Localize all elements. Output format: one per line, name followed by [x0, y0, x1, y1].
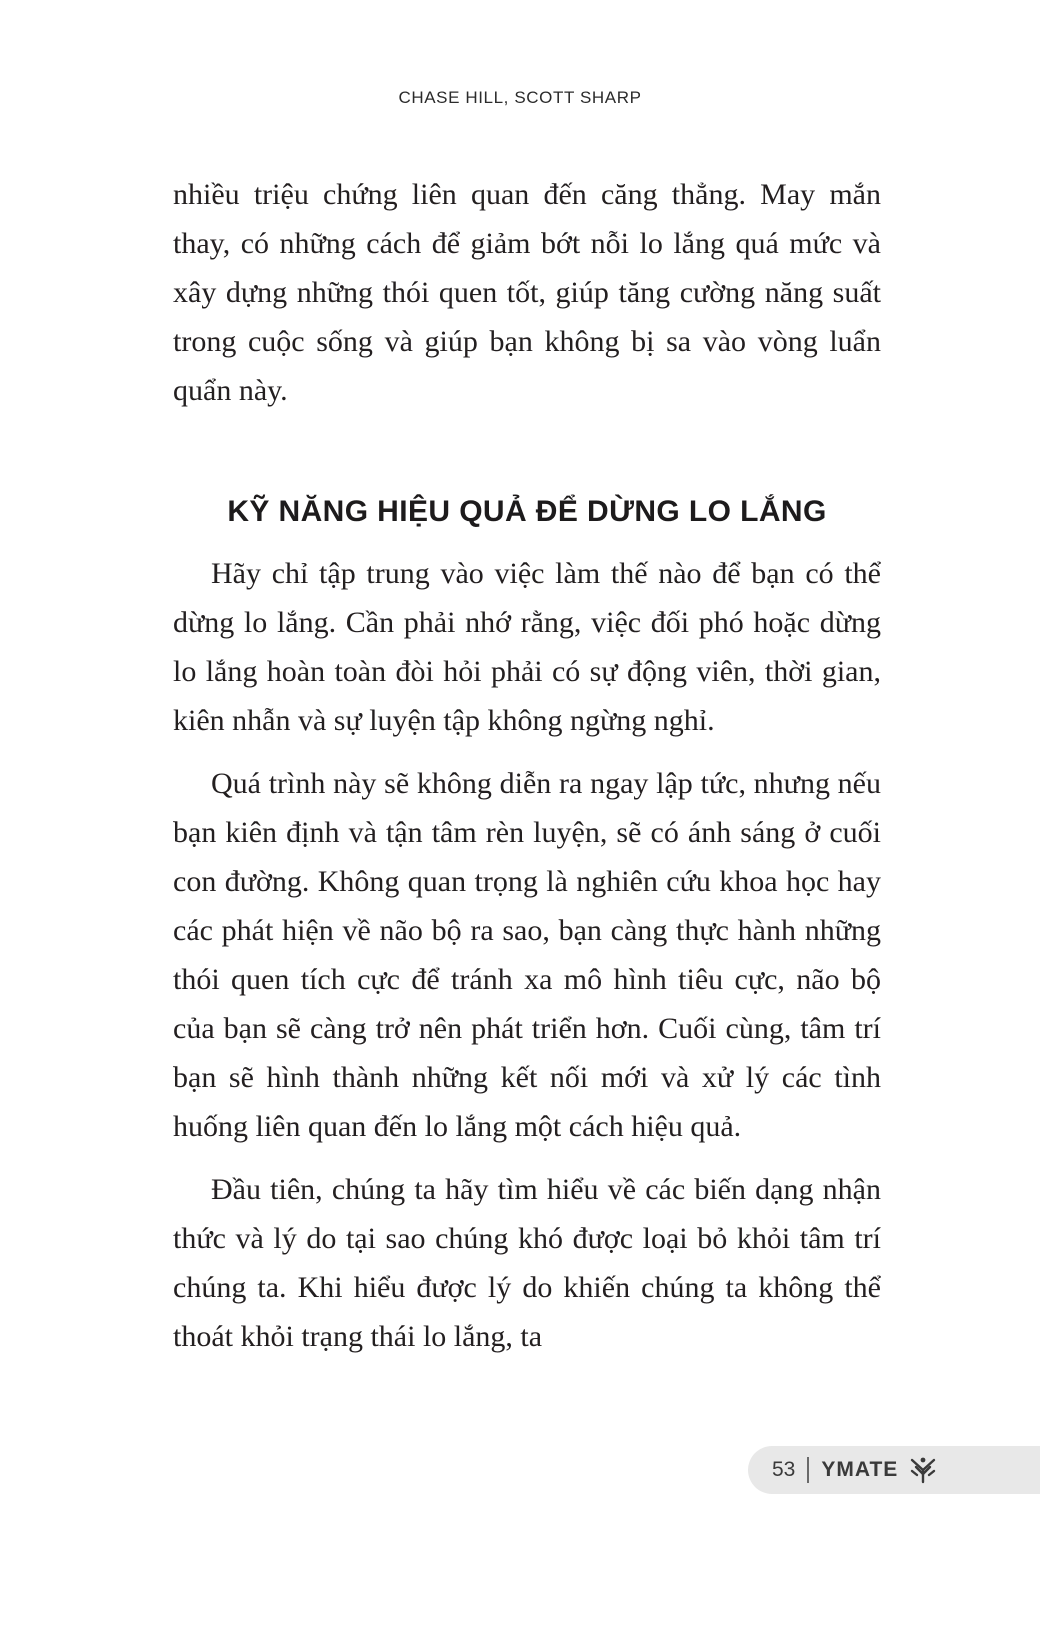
spacer	[173, 745, 881, 759]
opening-paragraph: nhiều triệu chứng liên quan đến căng thẳng. May mắn thay, có những cách để giảm bớt nỗi lo lắng quá mức và xây dựng những thói quen tốt, giúp tăng cường năng suất trong cuộc sống và giúp bạn không bị sa vào vòng luẩn quẩn này.	[173, 178, 881, 407]
section-heading: KỸ NĂNG HIỆU QUẢ ĐỂ DỪNG LO LẮNG	[227, 495, 827, 528]
footer-divider	[807, 1457, 809, 1483]
page-number: 53	[772, 1458, 796, 1481]
body-paragraph-1: Hãy chỉ tập trung vào việc làm thế nào để bạn có thể dừng lo lắng. Cần phải nhớ rằng, việc đối phó hoặc dừng lo lắng hoàn toàn đòi hỏi phải có sự động viên, thời gian, kiên nhẫn và sự luyện tập không ngừng nghỉ.	[173, 557, 881, 737]
brand-name: YMATE	[821, 1458, 899, 1481]
spacer	[173, 1151, 881, 1165]
body-paragraph-3: Đầu tiên, chúng ta hãy tìm hiểu về các biến dạng nhận thức và lý do tại sao chúng khó được loại bỏ khỏi tâm trí chúng ta. Khi hiểu được lý do khiến chúng ta không thể thoát khỏi trạng thái lo lắng, ta	[173, 1173, 881, 1353]
page-body	[173, 170, 881, 1361]
running-header-authors: CHASE HILL, SCOTT SHARP	[398, 88, 642, 107]
body-paragraph-2: Quá trình này sẽ không diễn ra ngay lập tức, nhưng nếu bạn kiên định và tận tâm rèn luyện, sẽ có ánh sáng ở cuối con đường. Không quan trọng là nghiên cứu khoa học hay các phát hiện về não bộ ra sao, bạn càng thực hành những thói quen tích cực để tránh xa mô hình tiêu cực, não bộ của bạn sẽ càng trở nên phát triển hơn. Cuối cùng, tâm trí bạn sẽ hình thành những kết nối mới và xử lý các tình huống liên quan đến lo lắng một cách hiệu quả.	[173, 767, 881, 1143]
spacer	[173, 415, 881, 479]
page-footer-tab	[748, 1446, 1040, 1494]
ymate-logo-icon	[908, 1455, 938, 1485]
